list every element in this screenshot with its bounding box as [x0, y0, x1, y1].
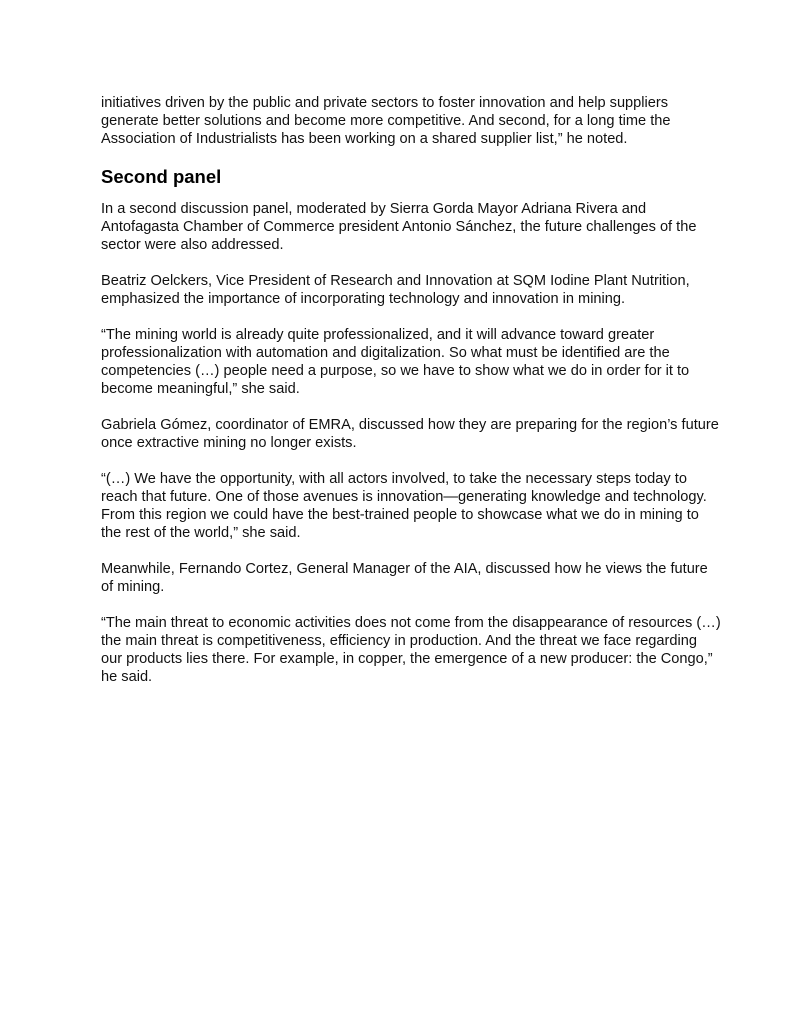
paragraph-gomez-intro: Gabriela Gómez, coordinator of EMRA, discussed how they are preparing for the region’s future once extractive mining no longer exists. [101, 417, 719, 451]
document-page [101, 94, 721, 704]
paragraph-panel-moderators: In a second discussion panel, moderated by Sierra Gorda Mayor Adriana Rivera and Antofagasta Chamber of Commerce president Antonio Sánchez, the future challenges of the sector were also addressed. [101, 201, 697, 253]
paragraph-oelckers-intro: Beatriz Oelckers, Vice President of Research and Innovation at SQM Iodine Plant Nutrition, emphasized the importance of incorporating technology and innovation in mining. [101, 273, 690, 307]
paragraph-intro-continuation: initiatives driven by the public and private sectors to foster innovation and help suppliers generate better solutions and become more competitive. And second, for a long time the Association of Industrialists has been working on a shared supplier list,” he noted. [101, 95, 671, 147]
paragraph-oelckers-quote: “The mining world is already quite professionalized, and it will advance toward greater professionalization with automation and digitalization. So what must be identified are the competencies (…) people need a purpose, so we have to show what we do in order for it to become meaningful,” she said. [101, 327, 690, 397]
paragraph-cortez-quote: “The main threat to economic activities does not come from the disappearance of resources (…) the main threat is competitiveness, efficiency in production. And the threat we face regarding our products lies there. For example, in copper, the emergence of a new producer: the Congo,” he said. [101, 615, 721, 685]
paragraph-gomez-quote: “(…) We have the opportunity, with all actors involved, to take the necessary steps today to reach that future. One of those avenues is innovation—generating knowledge and technology. From this region we could have the best-trained people to showcase what we do in mining to the rest of the world,” she said. [101, 471, 707, 541]
section-heading: Second panel [101, 166, 222, 187]
paragraph-cortez-intro: Meanwhile, Fernando Cortez, General Manager of the AIA, discussed how he views the future of mining. [101, 561, 708, 595]
